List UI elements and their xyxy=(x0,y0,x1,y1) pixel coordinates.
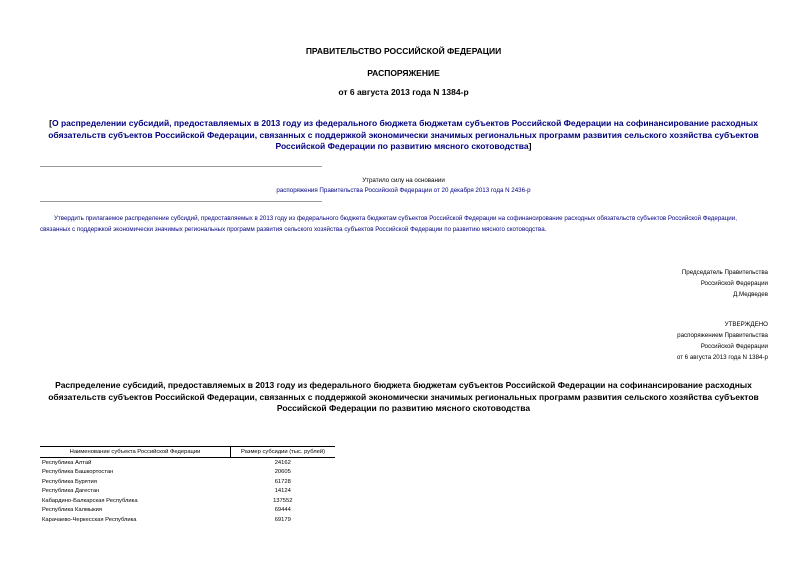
header-subsidy-amount: Размер субсидии (тыс. рублей) xyxy=(231,447,336,458)
signature-name: Д.Медведев xyxy=(733,291,768,298)
approval-block xyxy=(560,319,768,363)
title-close-bracket: ] xyxy=(528,141,532,151)
approval-line-1: УТВЕРЖДЕНО xyxy=(724,321,768,328)
row-subject-name: Кабардино-Балкарская Республика xyxy=(42,497,138,504)
row-subsidy-value: 61728 xyxy=(274,478,291,485)
table-row xyxy=(40,477,335,487)
lost-force-link[interactable]: распоряжения Правительства Российской Федерации от 20 декабря 2013 года N 2436-р xyxy=(276,187,531,194)
header-government: ПРАВИТЕЛЬСТВО РОССИЙСКОЙ ФЕДЕРАЦИИ xyxy=(305,46,502,56)
row-subsidy-value: 24162 xyxy=(274,459,291,466)
header-doc-type: РАСПОРЯЖЕНИЕ xyxy=(367,68,440,78)
body-paragraph: Утвердить прилагаемое распределение субсидий, предоставляемых в 2013 году из федерального бюджета бюджетам субъектов Российской Федерации на софинансирование расходных обязательств субъектов Российской Федерации, связанных с поддержкой экономически значимых региональных программ развития сельского хозяйства субъектов Российской Федерации по развитию мясного скотоводства. xyxy=(40,215,737,233)
row-subject-name: Республика Башкортостан xyxy=(42,469,114,476)
signature-block xyxy=(560,267,768,300)
row-subsidy-value: 69444 xyxy=(274,507,291,514)
row-subsidy-value: 20605 xyxy=(274,469,291,476)
row-subject-name: Республика Алтай xyxy=(42,459,92,466)
divider-bottom xyxy=(40,201,322,202)
signature-line-2: Российской Федерации xyxy=(700,280,768,287)
approval-line-3: Российской Федерации xyxy=(700,343,768,350)
table-row xyxy=(40,496,335,506)
row-subsidy-value: 14124 xyxy=(274,488,291,495)
row-subsidy-value: 69179 xyxy=(274,516,291,523)
table-row xyxy=(40,487,335,497)
document-title xyxy=(40,118,767,153)
signature-line-1: Председатель Правительства xyxy=(681,269,768,276)
divider-top xyxy=(40,166,322,167)
table-title: Распределение субсидий, предоставляемых в 2013 году из федерального бюджета бюджетам субъектов Российской Федерации на софинансирование расходных обязательств субъектов Российской Федерации, связанных с поддержкой экономически значимых региональных программ развития сельского хозяйства субъектов Российской Федерации по развитию мясного скотоводства xyxy=(48,380,759,413)
approval-line-2: распоряжением Правительства xyxy=(677,332,768,339)
row-subject-name: Республика Калмыкия xyxy=(42,507,103,514)
table-row xyxy=(40,458,335,468)
table-row xyxy=(40,506,335,516)
row-subject-name: Карачаево-Черкесская Республика xyxy=(42,516,137,523)
lost-force-label: Утратило силу на основании xyxy=(362,177,445,184)
table-row xyxy=(40,515,335,525)
row-subsidy-value: 137552 xyxy=(273,497,293,504)
title-open-bracket: [ xyxy=(49,118,53,128)
row-subject-name: Республика Дагестан xyxy=(42,488,100,495)
row-subject-name: Республика Бурятия xyxy=(42,478,97,485)
table-row xyxy=(40,468,335,478)
subsidy-table xyxy=(40,446,335,525)
approval-line-4: от 6 августа 2013 года N 1384-р xyxy=(676,354,768,361)
header-subject-name: Наименование субъекта Российской Федерации xyxy=(40,447,231,458)
header-date-number: от 6 августа 2013 года N 1384-р xyxy=(338,87,469,97)
table-header-row xyxy=(40,447,335,458)
title-link[interactable]: О распределении субсидий, предоставляемых в 2013 году из федерального бюджета бюджетам субъектов Российской Федерации на софинансирование расходных обязательств субъектов Российской Федерации, связанных с поддержкой экономически значимых региональных программ развития сельского хозяйства субъектов Российской Федерации по развитию мясного скотоводства xyxy=(48,118,759,151)
